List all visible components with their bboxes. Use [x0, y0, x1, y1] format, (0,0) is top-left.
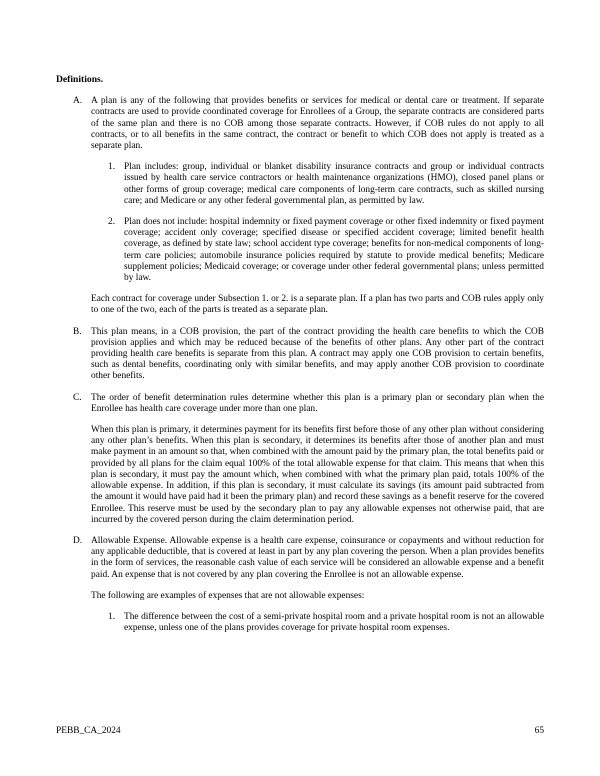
list-item-a1-text: Plan includes: group, individual or blanket disability insurance contracts and group or individual contracts issued by health care service contractors or health maintenance organizations (HMO), closed panel plans or other forms of group coverage; medical care components of long-term care contracts, such as skilled nursing care; and Medicare or any other federal governmental plan, as permitted by law.	[124, 162, 544, 206]
list-item-a-label: A.	[73, 96, 83, 107]
list-item-a2-label: 2.	[108, 217, 116, 228]
list-item-d	[73, 536, 544, 581]
list-item-a-text: A plan is any of the following that provides benefits or services for medical or dental care or treatment. If separate contracts are used to provide coordinated coverage for Enrollees of a Group, the separate contracts are considered parts of the same plan and there is no COB among those separate contracts. However, if COB rules do not apply to all contracts, or to all benefits in the same contract, the contract or benefit to which COB does not apply is treated as a separate plan.	[91, 96, 544, 152]
list-item-a	[73, 96, 544, 152]
paragraph-a-continuation: Each contract for coverage under Subsection 1. or 2. is a separate plan. If a plan has two parts and COB rules apply only to one of the two, each of the parts is treated as a separate plan.	[91, 294, 544, 316]
footer-document-id: PEBB_CA_2024	[56, 726, 121, 736]
list-item-a2	[108, 217, 544, 284]
paragraph-c-continuation: When this plan is primary, it determines payment for its benefits first before those of any other plan without considering any other plan’s benefits. When this plan is secondary, it determines its benefits after those of another plan and must make payment in an amount so that, when combined with the amount paid by the primary plan, the total benefits paid or provided by all plans for the claim equal 100% of the total allowable expense for that claim. This means that when this plan is secondary, it must pay the amount which, when combined with what the primary plan paid, totals 100% of the allowable expense. In addition, if this plan is secondary, it must calculate its savings (its amount paid subtracted from the amount it would have paid had it been the primary plan) and record these savings as a benefit reserve for the covered Enrollee. This reserve must be used by the secondary plan to pay any allowable expenses not otherwise paid, that are incurred by the covered person during the claim determination period.	[91, 425, 544, 525]
list-item-a1	[108, 162, 544, 207]
list-item-b-label: B.	[73, 326, 82, 337]
page-footer	[56, 726, 544, 737]
list-item-b-text: This plan means, in a COB provision, the part of the contract providing the health care benefits to which the COB provision applies and which may be reduced because of the benefits of other plans. Any other part of the contract providing health care benefits is separate from this plan. A contract may apply one COB provision to certain benefits, such as dental benefits, coordinating only with similar benefits, and may apply another COB provision to coordinate other benefits.	[91, 326, 544, 382]
definitions-heading: Definitions.	[56, 74, 104, 85]
list-item-a2-text: Plan does not include: hospital indemnity or fixed payment coverage or other fixed indemnity or fixed payment coverage; accident only coverage; specified disease or specified accident coverage; limited benefit health coverage, as defined by state law; school accident type coverage; benefits for non-medical components of long-term care policies; automobile insurance policies required by statute to provide medical benefits; Medicare supplement policies; Medicaid coverage; or coverage under other federal governmental plans; unless permitted by law.	[124, 217, 544, 284]
list-item-d-text: Allowable Expense. Allowable expense is a health care expense, coinsurance or copayments and without reduction for any applicable deductible, that is covered at least in part by any plan covering the person. When a plan provides benefits in the form of services, the reasonable cash value of each service will be considered an allowable expense and a benefit paid. An expense that is not covered by any plan covering the Enrollee is not an allowable expense.	[91, 535, 544, 580]
list-item-d1	[108, 612, 544, 634]
list-item-a1-label: 1.	[108, 162, 116, 173]
footer-page-number: 65	[534, 726, 544, 736]
list-item-c-label: C.	[73, 392, 82, 403]
list-item-d1-text: The difference between the cost of a semi-private hospital room and a private hospital room is not an allowable expense, unless one of the plans provides coverage for private hospital room expenses.	[124, 611, 544, 634]
list-item-c-text: The order of benefit determination rules determine whether this plan is a primary plan or secondary plan when the Enrollee has health care coverage under more than one plan.	[91, 392, 544, 414]
list-item-d-label: D.	[73, 535, 83, 546]
list-item-b	[73, 327, 544, 383]
paragraph-d-intro: The following are examples of expenses that are not allowable expenses:	[91, 590, 365, 601]
list-item-d1-label: 1.	[108, 611, 116, 622]
list-item-c	[73, 393, 544, 415]
